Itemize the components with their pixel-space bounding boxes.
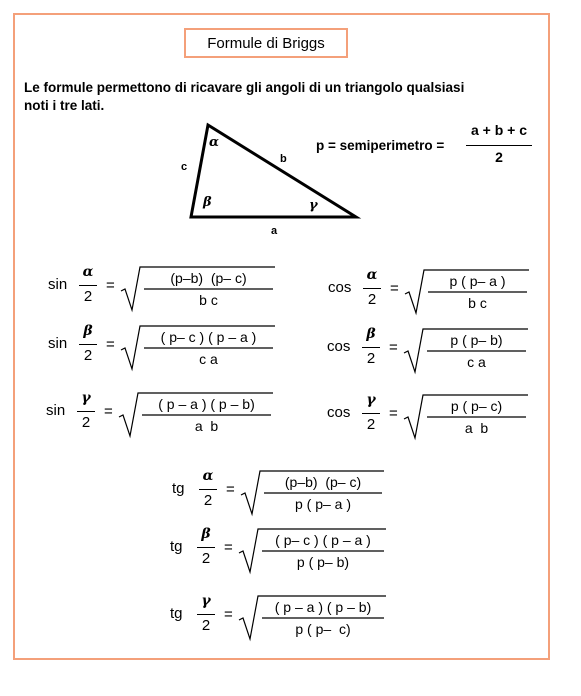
function-name: sin (46, 402, 66, 419)
square-root (238, 594, 388, 644)
equals-sign: = (390, 280, 399, 297)
half-angle-denominator: 2 (83, 288, 93, 305)
half-angle-denominator: 2 (366, 350, 376, 367)
square-root (120, 265, 277, 315)
radicand-numerator: (p–b) (p– c) (284, 474, 362, 490)
radicand-denominator: a b (194, 418, 219, 434)
radicand-numerator: p ( p– a ) (449, 273, 506, 289)
equals-sign: = (104, 403, 113, 420)
fraction-bar (77, 411, 95, 412)
square-root (403, 393, 530, 443)
square-root (238, 527, 388, 577)
equals-sign: = (226, 481, 235, 498)
semiperimeter-numerator: a + b + c (470, 122, 528, 138)
angle-beta-label: β (203, 195, 212, 210)
fraction-bar (362, 413, 380, 414)
half-angle-numerator: α (82, 264, 94, 280)
semiperimeter-label: p = semiperimetro = (316, 138, 445, 153)
intro-line-1: Le formule permettono di ricavare gli angoli di un triangolo qualsiasi (24, 80, 465, 95)
radicand-numerator: ( p – a ) ( p – b) (158, 396, 255, 412)
square-root (118, 391, 275, 441)
intro-line-2: noti i tre lati. (24, 98, 105, 113)
radicand-denominator: c a (199, 351, 218, 367)
half-angle-numerator: β (366, 326, 376, 342)
fraction-bar (79, 285, 97, 286)
side-a-label: a (271, 225, 278, 237)
side-c-label: c (181, 161, 188, 173)
equals-sign: = (224, 539, 233, 556)
function-name: tg (172, 480, 185, 497)
fraction-bar (362, 347, 380, 348)
radicand-denominator: p ( p– b) (296, 554, 350, 570)
radicand-denominator: c a (467, 354, 486, 370)
formula-sin-4 (46, 391, 281, 451)
formula-sin-0 (48, 265, 283, 325)
equals-sign: = (389, 339, 398, 356)
half-angle-numerator: γ (81, 390, 91, 406)
function-name: cos (327, 404, 351, 421)
formula-sin-2 (48, 324, 283, 384)
equals-sign: = (106, 336, 115, 353)
square-root (120, 324, 277, 374)
semiperimeter-fraction (466, 120, 532, 170)
square-root (403, 327, 530, 377)
equals-sign: = (224, 606, 233, 623)
half-angle-denominator: 2 (83, 347, 93, 364)
fraction-bar (199, 489, 217, 490)
half-angle-numerator: γ (201, 593, 211, 609)
half-angle-numerator: β (83, 323, 93, 339)
fraction-bar (79, 344, 97, 345)
radicand-denominator: a b (464, 420, 489, 436)
radicand-numerator: ( p – a ) ( p – b) (274, 599, 372, 615)
radicand-denominator: p ( p– a ) (294, 496, 352, 512)
half-angle-denominator: 2 (367, 291, 377, 308)
function-name: cos (327, 338, 351, 355)
function-name: tg (170, 605, 183, 622)
radicand-denominator: b c (468, 295, 487, 311)
half-angle-numerator: β (201, 526, 211, 542)
side-b-label: b (280, 153, 287, 165)
half-angle-numerator: α (202, 468, 214, 484)
radicand-numerator: ( p– c ) ( p – a ) (275, 532, 371, 548)
radicand-denominator: b c (199, 292, 218, 308)
equals-sign: = (106, 277, 115, 294)
half-angle-denominator: 2 (201, 617, 211, 634)
half-angle-denominator: 2 (81, 414, 91, 431)
radicand-numerator: p ( p– c) (450, 398, 503, 414)
formula-cos-3 (327, 327, 536, 387)
radicand-denominator: p ( p– c) (295, 621, 351, 637)
square-root (404, 268, 531, 318)
formula-tg-6 (172, 469, 392, 529)
function-name: sin (48, 276, 68, 293)
radicand-numerator: (p–b) (p– c) (170, 270, 247, 286)
function-name: cos (328, 279, 352, 296)
angle-alpha-label: α (209, 135, 220, 150)
half-angle-denominator: 2 (201, 550, 211, 567)
half-angle-numerator: α (366, 267, 378, 283)
radicand-numerator: p ( p– b) (450, 332, 503, 348)
half-angle-numerator: γ (366, 392, 376, 408)
angle-gamma-label: γ (309, 198, 318, 213)
fraction-bar (363, 288, 381, 289)
formula-tg-7 (170, 527, 394, 587)
radicand-numerator: ( p– c ) ( p – a ) (160, 329, 257, 345)
formula-cos-5 (327, 393, 536, 453)
half-angle-denominator: 2 (366, 416, 376, 433)
fraction-bar (466, 145, 532, 146)
function-name: tg (170, 538, 183, 555)
semiperimeter-denominator: 2 (495, 149, 503, 165)
square-root (240, 469, 386, 519)
half-angle-denominator: 2 (203, 492, 213, 509)
formula-tg-8 (170, 594, 394, 654)
fraction-bar (197, 547, 215, 548)
title-text: Formule di Briggs (207, 34, 325, 52)
function-name: sin (48, 335, 68, 352)
fraction-bar (197, 614, 215, 615)
formula-cos-1 (328, 268, 537, 328)
equals-sign: = (389, 405, 398, 422)
